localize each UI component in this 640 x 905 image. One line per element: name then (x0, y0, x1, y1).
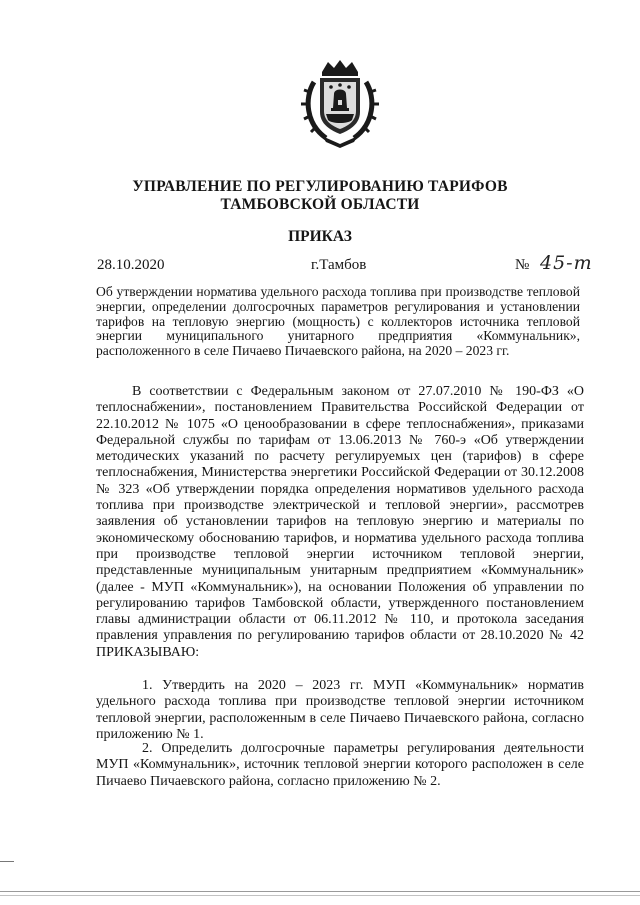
document-city: г.Тамбов (311, 257, 367, 273)
preamble-paragraph (96, 384, 584, 661)
order-item-2-text: 2. Определить долгосрочные параметры регулирования деятельности МУП «Коммунальник», источник тепловой энергии которого расположен в селе Пичаево Пичаевского района, согласно приложению № 2. (96, 741, 584, 789)
order-subject: Об утверждении норматива удельного расхода топлива при производстве тепловой энергии, определении долгосрочных параметров регулирования и установлении тарифов на тепловую энергию (мощность) с коллекторов источника тепловой энергии муниципального унитарного предприятия «Коммунальник», расположенного в селе Пичаево Пичаевского района, на 2020 – 2023 гг. (96, 284, 580, 359)
coat-of-arms-icon (300, 58, 380, 148)
issuing-authority-line2: ТАМБОВСКОЙ ОБЛАСТИ (220, 196, 420, 213)
document-number-label: № (515, 257, 530, 273)
issuing-authority-line1: УПРАВЛЕНИЕ ПО РЕГУЛИРОВАНИЮ ТАРИФОВ (132, 178, 508, 195)
order-item-2 (96, 741, 584, 790)
document-type-title: ПРИКАЗ (288, 228, 352, 245)
scan-footer-line-secondary (0, 895, 640, 896)
scan-margin-mark (0, 861, 14, 862)
scan-footer-line (0, 891, 640, 892)
coat-of-arms-emblem (300, 58, 380, 148)
preamble-text: В соответствии с Федеральным законом от 27.07.2010 № 190-ФЗ «О теплоснабжении», постановлением Правительства Российской Федерации от 22.10.2012 № 1075 «О ценообразовании в сфере теплоснабжения», приказами Федеральной службы по тарифам от 13.06.2013 № 760-э «Об утверждении методических указаний по расчету регулируемых цен (тарифов) в сфере теплоснабжения, Министерства энергетики Российской Федерации от 30.12.2008 № 323 «Об утверждении порядка определения нормативов удельного расхода топлива при производстве электрической и тепловой энергии», рассмотрев заявления об установлении тарифов на тепловую энергию и материалы по экономическому обоснованию тарифов, и норматива удельного расхода топлива при производстве тепловой энергии источником тепловой энергии, представленные муниципальным унитарным предприятием «Коммунальник» (далее - МУП «Коммунальник»), на основании Положения об управлении по регулированию тарифов Тамбовской области, утвержденного постановлением главы администрации области от 06.11.2012 № 110, и протокола заседания правления управления по регулированию тарифов области от 28.10.2020 № 42 ПРИКАЗЫВАЮ: (96, 384, 584, 660)
order-item-1 (96, 678, 584, 743)
order-item-1-text: 1. Утвердить на 2020 – 2023 гг. МУП «Коммунальник» норматив удельного расхода топлива при производстве тепловой энергии источником тепловой энергии, расположенным в селе Пичаево Пичаевского района, согласно приложению № 1. (96, 678, 584, 742)
document-date: 28.10.2020 (97, 257, 165, 273)
document-number-handwritten: 45-т (540, 252, 593, 274)
